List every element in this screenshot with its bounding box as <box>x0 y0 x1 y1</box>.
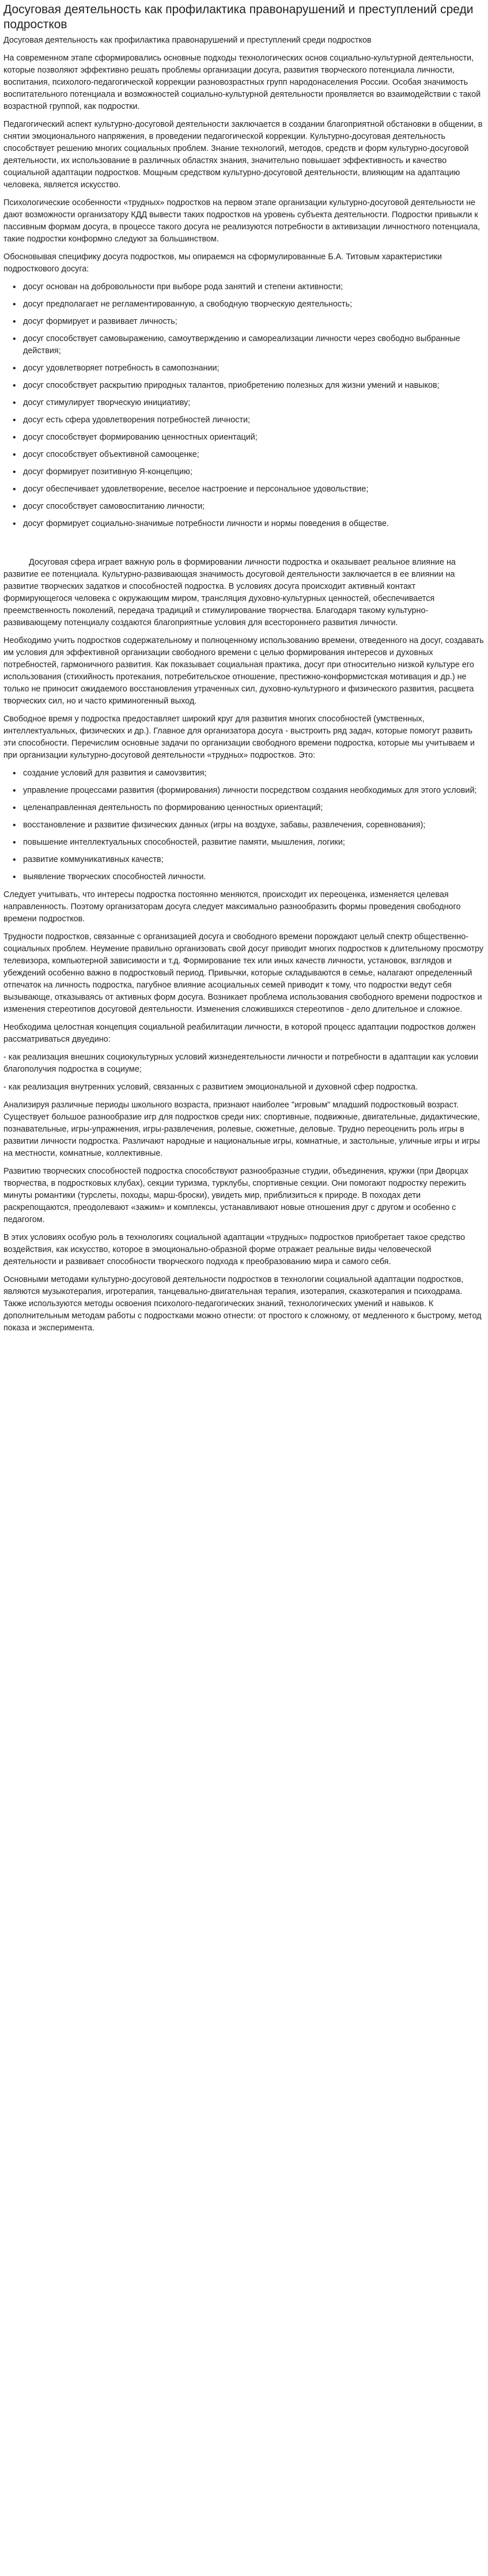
paragraph: Основными методами культурно-досуговой деятельности подростков в технологии социальной адаптации подростков, являются музыкотерапия, игротерапия, танцевально-двигательная терапия, изотерапия, сказкотерапия и психодрама. Также используются методы освоения психолого-педагогических знаний, технологических умений и навыков. К дополнительным методам работы с подростками можно отнести: от простого к сложному, от медленного к быстрому, метод показа и эксперимента. <box>3 1275 482 1333</box>
list-item: • повышение интеллектуальных способностей, развитие памяти, мышления, логики; <box>23 837 485 849</box>
section-leisure-role <box>3 557 485 762</box>
list-item: • досуг способствует самовоспитанию личности; <box>23 501 485 513</box>
list-item: • досуг способствует самовыражению, самоутверждению и самореализации личности через свободно выбранные действия; <box>23 333 485 357</box>
paragraph: Досуговая сфера играет важную роль в формировании личности подростка и оказывает реальное влияние на развитие ее потенциала. Культурно-развивающая значимость досуговой деятельности заключается в ее влиянии на развитие творческих задатков и способностей подростка. В условиях досуга происходит активный контакт формирующегося человека с окружающим миром, трансляция духовно-культурных ценностей, обеспечивается преемственность поколений, передача традиций и стимулирование творчества. Благодаря такому культурно-развивающему потенциалу создаются благоприятные условия для всестороннего развития личности. <box>3 558 456 627</box>
list-item: • досуг обеспечивает удовлетворение, веселое настроение и персональное удовольствие; <box>23 483 485 495</box>
free-time-tasks-list <box>3 767 485 883</box>
paragraph: Трудности подростков, связанные с организацией досуга и свободного времени порождают целый спектр общественно-социальных проблем. Неумение правильно организовать свой досуг приводит многих подростков к длительному просмотру телевизора, компьютерной зависимости и т.д. Формирование тех или иных качеств личности, установок, взглядов и убеждений особенно важно в подростковый период. Привычки, которые складываются в семье, налагают определенный отпечаток на личность подростка, пагубное влияние асоциальных семей приводит к тому, что подростки ведут себя вызывающе, отказываясь от активных форм досуга. Возникает проблема использования свободного времени подростков и изменения стереотипов досуговой деятельности. Изменения сложившихся стереотипов - дело длительное и сложное. <box>3 932 484 1014</box>
section-intro <box>3 52 485 275</box>
paragraph: Необходимо учить подростков содержательному и полноценному использованию времени, отведенного на досуг, создавать им условия для эффективной организации свободного времени с целью формирования интересов и духовных потребностей, гармоничного развития. Как показывает социальная практика, досуг при относительно низкой культуре его использования (стихийность протекания, потребительское отношение, престижно-конформистская мотивация и др.) не только не приносит ожидаемого восстановления утраченных сил, духовно-культурного и физического развития, расцвета творческих сил, но и часто криминогенный выход. <box>3 636 484 706</box>
section-conclusions <box>3 889 485 1334</box>
paragraph: Обосновывая специфику досуга подростков, мы опираемся на сформулированные Б.А. Титовым характеристики подросткового досуга: <box>3 252 442 274</box>
page-title: Досуговая деятельность как профилактика правонарушений и преступлений среди подростков <box>3 3 474 31</box>
paragraph: Развитию творческих способностей подростка способствуют разнообразные студии, объединения, кружки (при Дворцах творчества, в подростковых клубах), секции туризма, турклубы, спортивные секции. Они помогают подростку пережить минуты романтики (турслеты, походы, марш-броски), увидеть мир, приблизиться к природе. В походах дети раскрепощаются, преодолевают «зажим» и комплексы, устанавливают новые отношения друг с другом и особенно с педагогом. <box>3 1167 468 1224</box>
list-item: • досуг формирует позитивную Я-концепцию; <box>23 466 485 478</box>
list-item: • досуг способствует формированию ценностных ориентаций; <box>23 432 485 444</box>
paragraph: Необходима целостная концепция социальной реабилитации личности, в которой процесс адаптации подростков должен рассматриваться двуедино: <box>3 1023 476 1044</box>
list-item: • досуг способствует объективной самооценке; <box>23 449 485 461</box>
article-subtitle: Досуговая деятельность как профилактика правонарушений и преступлений среди подростков <box>3 36 372 45</box>
list-item: • досуг стимулирует творческую инициативу; <box>23 397 485 409</box>
paragraph: Анализируя различные периоды школьного возраста, признают наиболее "игровым" младший подростковый возраст. Существует большое разнообразие игр для подростков среди них: спортивные, подвижные, двигательные, дидактические, познавательные, игры-упражнения, игры-развлечения, ролевые, сюжетные, деловые. Трудно переоценить роль игры в развитии личности подростка. Различают народные и национальные игры, комнатные, и застольные, уличные игры и игры на местности, комнатные, коллективные. <box>3 1100 480 1158</box>
paragraph: - как реализация внешних социокультурных условий жизнедеятельности личности и потребности в адаптации как условии благополучия подростка в социуме; <box>3 1053 479 1074</box>
paragraph: Педагогический аспект культурно-досуговой деятельности заключается в создании благоприятной обстановки в общении, в снятии эмоционального напряжения, в проведении педагогической коррекции. Культурно-досуговая деятельность способствует решению многих социальных проблем. Знание технологий, методов, средств и форм культурно-досуговой деятельности, их использование в различных областях знания, значительно повышает эффективность и качество социальной адаптации подростков. Мощным средством культурно-досуговой деятельности, влияющим на адаптацию человека, является искусство. <box>3 120 483 190</box>
list-item: • досуг предполагает не регламентированную, а свободную творческую деятельность; <box>23 298 485 311</box>
list-item: • создание условий для развития и самоvзвития; <box>23 767 485 780</box>
paragraph: - как реализация внутренних условий, связанных с развитием эмоциональной и духовной сфер подростка. <box>3 1083 418 1092</box>
list-item: • досуг формирует и развивает личность; <box>23 316 485 328</box>
list-item: • досуг способствует раскрытию природных талантов, приобретению полезных для жизни умений и навыков; <box>23 380 485 392</box>
list-item: • выявление творческих способностей личности. <box>23 871 485 883</box>
spacer <box>3 536 485 557</box>
list-item: • досуг основан на добровольности при выборе рода занятий и степени активности; <box>23 281 485 293</box>
list-item: • восстановление и развитие физических данных (игры на воздухе, забавы, развлечения, соревнования); <box>23 819 485 831</box>
list-item: • управление процессами развития (формирования) личности посредством создания необходимых для этого условий; <box>23 785 485 797</box>
leisure-characteristics-list <box>3 281 485 530</box>
list-item: • досуг удовлетворяет потребность в самопознании; <box>23 362 485 375</box>
paragraph: Следует учитывать, что интересы подростка постоянно меняются, происходит их переоценка, изменяется целевая направленность. Поэтому организаторам досуга следует максимально разнообразить формы проведения свободного времени подростков. <box>3 890 461 924</box>
paragraph: Психологические особенности «трудных» подростков на первом этапе организации культурно-досуговой деятельности не дают возможности организатору КДД вывести таких подростков на уровень субъекта деятельности. Подростки привыкли к пассивным формам досуга, в процессе такого досуга не реализуются потребности в активизации личностного потенциала, такие подростки конформно следуют за большинством. <box>3 198 481 244</box>
paragraph: В этих условиях особую роль в технологиях социальной адаптации «трудных» подростков приобретает такое средство воздействия, как искусство, которое в эмоционально-образной форме отражает реальные виды человеческой деятельности и развивает способности творческого подхода к преобразованию мира и самого себя. <box>3 1233 466 1266</box>
paragraph: Свободное время у подростка предоставляет широкий круг для развития многих способностей (умственных, интеллектуальных, физических и др.). Главное для организатора досуга - выстроить ряд задач, которые помогут развить эти способности. Перечислим основные задачи по организации свободного времени подростка, которые мы учитываем и при организации культурно-досуговой деятельности «трудных» подростков. Это: <box>3 714 475 760</box>
list-item: • досуг есть сфера удовлетворения потребностей личности; <box>23 414 485 426</box>
list-item: • досуг формирует социально-значимые потребности личности и нормы поведения в обществе. <box>23 518 485 530</box>
list-item: • развитие коммуникативных качеств; <box>23 854 485 866</box>
paragraph: На современном этапе сформировались основные подходы технологических основ социально-культурной деятельности, которые позволяют эффективно решать проблемы организации досуга, развития творческого потенциала личности, воспитания, психолого-педагогической коррекции разновозрастных групп народонаселения России. Особая значимость воспитательного потенциала и возможностей социально-культурной деятельности проявляется во взаимодействии с такой возрастной группой, как подростки. <box>3 54 481 111</box>
list-item: • целенаправленная деятельность по формированию ценностных ориентаций; <box>23 802 485 814</box>
